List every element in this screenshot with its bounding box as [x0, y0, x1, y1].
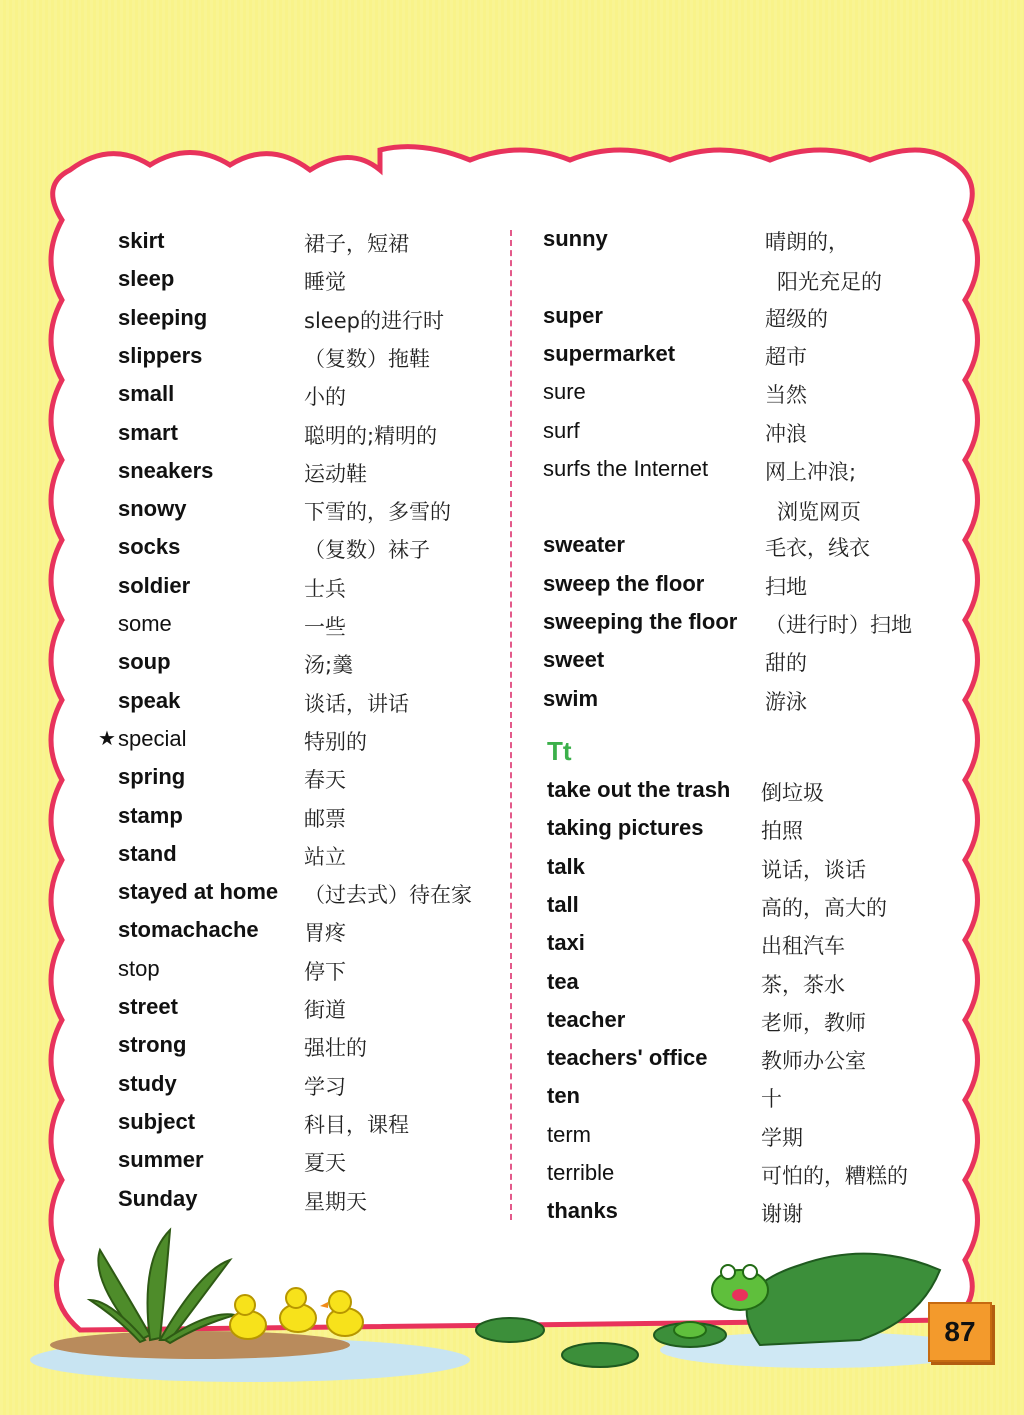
- vocabulary-word: sleeping: [118, 304, 208, 330]
- vocabulary-meaning: [304, 1071, 346, 1101]
- vocabulary-entry: [543, 609, 1003, 647]
- vocabulary-entry: [118, 1186, 578, 1224]
- vocabulary-meaning-line: 邮票: [304, 806, 346, 831]
- vocabulary-meaning-line: 学期: [761, 1125, 803, 1150]
- vocabulary-word: terrible: [547, 1160, 615, 1185]
- vocabulary-meaning: [304, 1109, 409, 1139]
- vocabulary-entry: [547, 930, 1007, 968]
- vocabulary-meaning: [765, 609, 912, 639]
- vocabulary-meaning-line: 超市: [765, 344, 807, 369]
- vocabulary-entry: [547, 815, 1007, 853]
- vocabulary-meaning-line: 胃疼: [304, 921, 346, 946]
- vocabulary-entry: [543, 341, 1003, 379]
- vocabulary-word: thanks: [547, 1198, 618, 1224]
- vocabulary-word: tall: [547, 891, 579, 917]
- vocabulary-entry: [118, 1147, 578, 1185]
- vocabulary-word: teachers' office: [547, 1045, 708, 1071]
- vocabulary-meaning: [761, 1007, 866, 1037]
- vocabulary-meaning-line: 出租汽车: [761, 934, 845, 959]
- vocabulary-word: tea: [547, 968, 579, 994]
- vocabulary-word: spring: [118, 764, 186, 790]
- vocabulary-word: special: [118, 725, 187, 751]
- vocabulary-entry: [547, 1045, 1007, 1083]
- vocabulary-meaning: [304, 803, 346, 833]
- vocabulary-meaning: [304, 611, 346, 641]
- vocabulary-word: term: [547, 1121, 591, 1147]
- vocabulary-meaning: [761, 1083, 782, 1113]
- vocabulary-meaning: [761, 930, 845, 960]
- page-number-badge: [928, 1302, 992, 1362]
- vocabulary-meaning: [761, 969, 845, 999]
- vocabulary-word: stand: [118, 840, 177, 866]
- vocabulary-meaning: [765, 418, 807, 448]
- vocabulary-entry: [118, 228, 578, 266]
- vocabulary-word: sleep: [118, 266, 175, 292]
- vocabulary-entry: [98, 725, 578, 764]
- vocabulary-meaning: [761, 892, 887, 922]
- vocabulary-meaning-line: 一些: [304, 615, 346, 639]
- vocabulary-meaning: [304, 879, 472, 909]
- star-icon: ★: [98, 727, 116, 750]
- vocabulary-entry: [543, 532, 1003, 570]
- vocabulary-meaning-line: 运动鞋: [304, 461, 367, 486]
- vocabulary-entry: [547, 1160, 1007, 1198]
- vocabulary-entry: [547, 892, 1007, 930]
- vocabulary-meaning-line: 街道: [304, 998, 346, 1022]
- vocabulary-word: take out the trash: [547, 777, 731, 802]
- vocabulary-meaning-line: （复数）袜子: [304, 538, 430, 563]
- vocabulary-meaning: [761, 815, 803, 845]
- vocabulary-entry: [118, 917, 578, 955]
- section-letter-t: Tt: [547, 736, 572, 766]
- vocabulary-meaning: [765, 226, 882, 296]
- vocabulary-entry: [118, 1071, 578, 1109]
- vocabulary-meaning-line: 倒垃圾: [761, 781, 824, 805]
- vocabulary-word: teacher: [547, 1006, 626, 1032]
- vocabulary-meaning-line: 裙子，短裙: [304, 232, 409, 256]
- vocabulary-meaning-line: 星期天: [304, 1189, 367, 1214]
- vocabulary-meaning-line: 站立: [304, 844, 346, 869]
- vocabulary-word: street: [118, 994, 178, 1019]
- vocabulary-word: sweeping the floor: [543, 609, 738, 634]
- vocabulary-meaning: [765, 379, 807, 409]
- vocabulary-meaning: [761, 777, 824, 807]
- vocabulary-word: Sunday: [118, 1185, 198, 1211]
- vocabulary-meaning: [304, 573, 346, 603]
- vocabulary-entry: [547, 1007, 1007, 1045]
- vocabulary-meaning: [304, 1147, 346, 1177]
- vocabulary-meaning-line: 强壮的: [304, 1036, 367, 1061]
- vocabulary-word: supermarket: [543, 340, 676, 366]
- vocabulary-meaning-line: 汤;羹: [304, 653, 354, 678]
- vocabulary-meaning-line: 可怕的，糟糕的: [761, 1164, 908, 1188]
- vocabulary-word: soldier: [118, 572, 191, 598]
- vocabulary-meaning-line: 说话，谈话: [761, 857, 866, 882]
- vocabulary-entry: [543, 226, 1003, 294]
- vocabulary-word: study: [118, 1070, 177, 1096]
- vocabulary-meaning: [304, 343, 430, 373]
- vocabulary-word: socks: [118, 534, 181, 560]
- vocabulary-meaning: [304, 381, 346, 411]
- vocabulary-meaning: [761, 1045, 866, 1075]
- vocabulary-entry: [118, 841, 578, 879]
- vocabulary-meaning-line: 科目，课程: [304, 1112, 409, 1137]
- vocabulary-meaning: [304, 1186, 367, 1216]
- vocabulary-meaning: [765, 686, 807, 716]
- vocabulary-meaning: [761, 854, 866, 884]
- vocabulary-word: surf: [543, 417, 580, 443]
- vocabulary-entry: [118, 956, 578, 994]
- vocabulary-word: talk: [547, 853, 585, 879]
- vocabulary-word: stomachache: [118, 917, 259, 943]
- vocabulary-entry: [543, 418, 1003, 456]
- vocabulary-meaning-line: 网上冲浪;: [765, 459, 857, 484]
- vocabulary-word: ten: [547, 1083, 580, 1109]
- vocabulary-word: subject: [118, 1108, 196, 1134]
- vocabulary-word: snowy: [118, 496, 187, 522]
- vocabulary-entry: [118, 305, 578, 343]
- vocabulary-entry: [118, 611, 578, 649]
- vocabulary-meaning: [304, 228, 409, 258]
- vocabulary-entry: [547, 1122, 1007, 1160]
- vocabulary-word: sunny: [543, 226, 608, 251]
- vocabulary-meaning: [304, 1032, 367, 1062]
- vocabulary-entry: [547, 777, 1007, 815]
- vocabulary-meaning: [765, 456, 861, 526]
- vocabulary-word: sweep the floor: [543, 570, 705, 596]
- ducklings-illustration: [230, 1288, 363, 1339]
- vocabulary-meaning-line: 小的: [304, 385, 346, 410]
- vocabulary-meaning: [304, 420, 437, 450]
- vocabulary-word: stop: [118, 955, 160, 981]
- vocabulary-meaning-line: 毛衣，线衣: [765, 536, 870, 561]
- vocabulary-word: sure: [543, 379, 586, 405]
- vocabulary-word: strong: [118, 1032, 187, 1058]
- vocabulary-meaning-line: 阳光充足的: [777, 270, 882, 294]
- vocabulary-word: stayed at home: [118, 879, 279, 905]
- vocabulary-entry: [543, 686, 1003, 724]
- vocabulary-meaning-line: （过去式）待在家: [304, 883, 472, 908]
- vocabulary-meaning-line: sleep的进行时: [304, 308, 444, 333]
- vocabulary-meaning: [304, 726, 367, 756]
- vocabulary-meaning-line: 特别的: [304, 729, 367, 754]
- vocabulary-word: taxi: [547, 930, 585, 956]
- vocabulary-meaning-line: 甜的: [765, 651, 807, 676]
- vocabulary-meaning: [761, 1160, 908, 1190]
- vocabulary-entry: [118, 1109, 578, 1147]
- vocabulary-meaning-line: 聪明的;精明的: [304, 423, 438, 448]
- vocabulary-meaning: [304, 688, 409, 718]
- vocabulary-meaning: [765, 571, 807, 601]
- vocabulary-word: slippers: [118, 342, 203, 368]
- vocabulary-meaning: [765, 532, 870, 562]
- vocabulary-meaning: [304, 305, 444, 335]
- vocabulary-meaning: [304, 841, 346, 871]
- vocabulary-entry: [547, 969, 1007, 1007]
- vocabulary-entry: [118, 764, 578, 802]
- vocabulary-entry: [118, 534, 578, 572]
- vocabulary-entry: [118, 417, 580, 458]
- vocabulary-meaning: [304, 534, 430, 564]
- vocabulary-meaning: [304, 496, 451, 526]
- vocabulary-meaning-line: 冲浪: [765, 421, 807, 446]
- vocabulary-word: taking pictures: [547, 815, 704, 841]
- vocabulary-entry: [118, 496, 578, 534]
- vocabulary-meaning: [304, 917, 346, 947]
- vocabulary-meaning: [765, 341, 807, 371]
- vocabulary-entry: [118, 573, 578, 611]
- vocabulary-entry: [118, 458, 578, 496]
- vocabulary-meaning-line: 睡觉: [304, 270, 346, 295]
- vocabulary-meaning-line: 老师，教师: [761, 1010, 866, 1035]
- vocabulary-entry: [543, 647, 1003, 685]
- vocabulary-entry: [547, 1198, 1007, 1236]
- vocabulary-meaning: [304, 956, 346, 986]
- vocabulary-meaning-line: 下雪的，多雪的: [304, 500, 451, 525]
- vocabulary-meaning-line: 春天: [304, 768, 346, 793]
- vocabulary-meaning: [304, 266, 346, 296]
- vocabulary-meaning-line: 士兵: [304, 576, 346, 601]
- vocabulary-word: speak: [118, 687, 181, 713]
- vocabulary-word: smart: [118, 419, 178, 445]
- vocabulary-entry: [118, 688, 578, 726]
- vocabulary-entry: [547, 854, 1007, 892]
- vocabulary-word: sweater: [543, 532, 625, 558]
- vocabulary-meaning-line: 拍照: [761, 819, 803, 844]
- vocabulary-entry: [543, 571, 1003, 609]
- vocabulary-meaning-line: 茶，茶水: [761, 972, 845, 997]
- vocabulary-entry: [118, 879, 578, 917]
- vocabulary-word: small: [118, 381, 175, 407]
- vocabulary-entry: [543, 303, 1003, 341]
- vocabulary-meaning: [761, 1122, 803, 1152]
- vocabulary-word: skirt: [118, 228, 165, 253]
- vocabulary-meaning-line: 学习: [304, 1074, 346, 1099]
- vocabulary-meaning: [765, 647, 807, 677]
- vocabulary-word: swim: [543, 685, 599, 711]
- vocabulary-word: stamp: [118, 802, 183, 828]
- vocabulary-meaning-line: 夏天: [304, 1151, 346, 1176]
- vocabulary-meaning-line: 浏览网页: [777, 499, 861, 524]
- vocabulary-word: surfs the Internet: [543, 455, 709, 481]
- vocabulary-entry: [543, 455, 1003, 524]
- vocabulary-meaning-line: （复数）拖鞋: [304, 346, 430, 371]
- vocabulary-entry: [543, 379, 1003, 417]
- vocabulary-meaning-line: 高的，高大的: [761, 895, 887, 920]
- vocabulary-meaning-line: 晴朗的，: [765, 230, 849, 254]
- vocabulary-meaning: [304, 764, 346, 794]
- vocabulary-meaning: [761, 1198, 803, 1228]
- vocabulary-meaning-line: 当然: [765, 383, 807, 408]
- vocabulary-meaning-line: 游泳: [765, 689, 807, 714]
- vocabulary-word: sweet: [543, 647, 605, 673]
- vocabulary-meaning-line: 教师办公室: [761, 1049, 866, 1074]
- vocabulary-entry: [118, 994, 578, 1032]
- vocabulary-meaning-line: 十: [761, 1087, 782, 1112]
- vocabulary-meaning-line: 超级的: [765, 306, 828, 331]
- vocabulary-meaning: [304, 649, 353, 679]
- vocabulary-meaning: [304, 994, 346, 1024]
- vocabulary-entry: [118, 266, 578, 304]
- page-number: 87: [944, 1316, 976, 1347]
- vocabulary-word: soup: [118, 649, 171, 675]
- vocabulary-word: some: [118, 611, 172, 636]
- vocabulary-entry: [118, 381, 578, 419]
- vocabulary-meaning: [304, 458, 367, 488]
- vocabulary-entry: [118, 803, 578, 841]
- vocabulary-meaning-line: 谈话，讲话: [304, 691, 409, 716]
- vocabulary-meaning-line: 停下: [304, 959, 346, 984]
- vocabulary-entry: [118, 343, 578, 381]
- vocabulary-entry: [118, 1032, 578, 1070]
- vocabulary-meaning-line: 扫地: [765, 574, 807, 599]
- vocabulary-word: summer: [118, 1147, 204, 1173]
- vocabulary-entry: [118, 649, 578, 687]
- vocabulary-meaning: [765, 303, 828, 333]
- vocabulary-meaning-line: 谢谢: [761, 1202, 803, 1227]
- vocabulary-word: super: [543, 302, 603, 328]
- vocabulary-entry: [547, 1083, 1007, 1121]
- vocabulary-word: sneakers: [118, 457, 214, 483]
- vocabulary-meaning-line: （进行时）扫地: [765, 613, 912, 637]
